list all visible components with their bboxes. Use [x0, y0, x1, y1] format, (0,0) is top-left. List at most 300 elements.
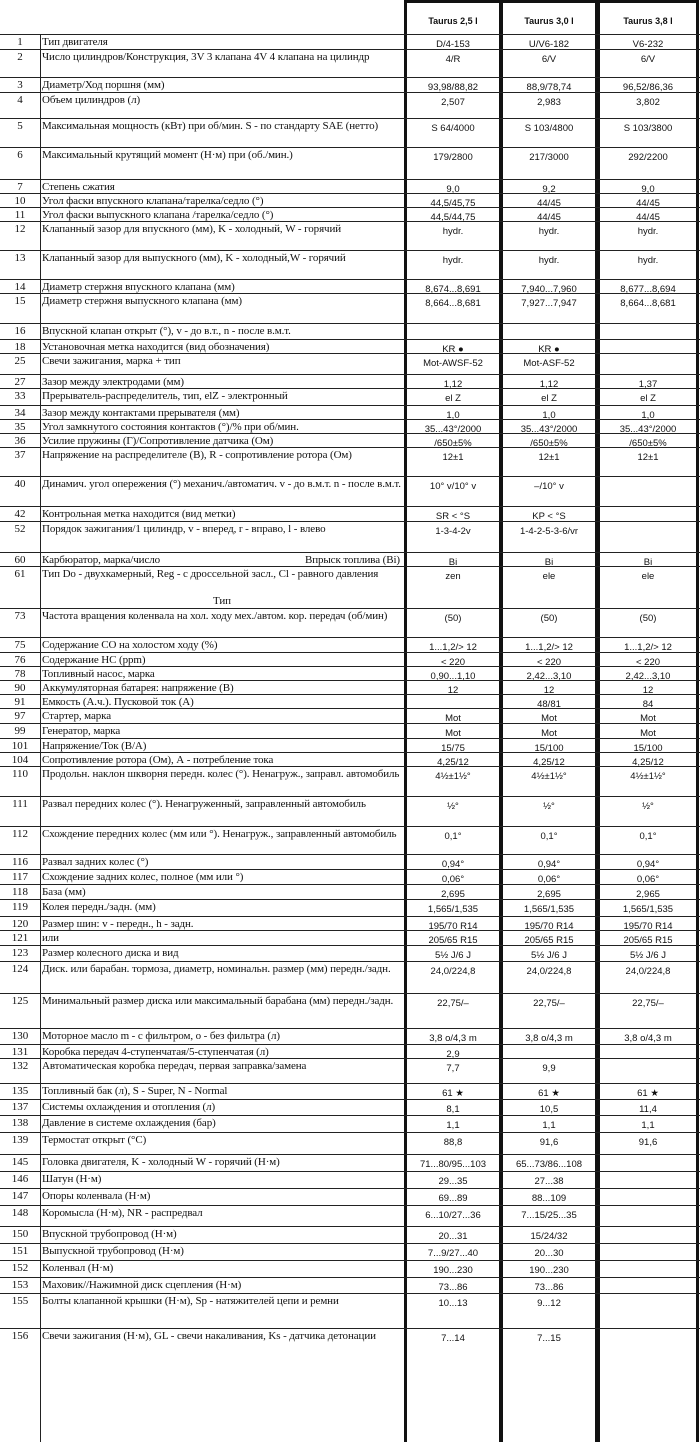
value-cell-1: 2,507: [441, 97, 465, 108]
value-cell-2: Mot: [541, 713, 557, 724]
value-cell-2: 4,25/12: [533, 757, 565, 768]
value-cell-3: [602, 324, 694, 339]
value-cell-2: 73...86: [534, 1282, 564, 1293]
parameter-label: Минимальный размер диска или максимальный барабана (мм) передн./задн.: [42, 995, 394, 1007]
value-cell-3: 22,75/–: [632, 998, 664, 1009]
parameter-label: Свечи зажигания, марка + тип: [42, 355, 181, 367]
table-row: [0, 552, 700, 566]
row-number: 145: [11, 1156, 29, 1168]
row-number: 137: [11, 1101, 29, 1113]
value-cell-2: 0,06°: [537, 874, 561, 885]
row-number: 3: [17, 79, 23, 91]
value-cell-3: 2,965: [636, 889, 660, 900]
value-cell-2: Mot-ASF-52: [523, 358, 575, 369]
value-cell-2: 1,0: [542, 410, 556, 421]
parameter-label: Головка двигателя, K - холодный W - горячий (Н·м): [42, 1156, 280, 1168]
value-cell-1: KR ●: [442, 344, 464, 355]
table-row: [0, 521, 700, 552]
value-cell-2: 0,94°: [537, 859, 561, 870]
value-cell-2: 1-4-2-5-3-6/vr: [519, 526, 579, 537]
value-cell-1: 0,90...1,10: [430, 671, 476, 682]
value-cell-1: 12±1: [442, 452, 464, 463]
value-cell-1: 5½ J/6 J: [435, 950, 471, 961]
value-cell-2: 7,940...7,960: [521, 284, 577, 295]
table-row: [0, 708, 700, 723]
value-cell-1: 179/2800: [433, 152, 473, 163]
value-cell-1: Mot: [445, 713, 461, 724]
row-number: 148: [11, 1207, 29, 1219]
table-row: [0, 118, 700, 147]
value-cell-1: < 220: [440, 657, 466, 668]
value-cell-3: (50): [639, 613, 657, 624]
table-row: [0, 1277, 700, 1293]
row-number: 104: [11, 754, 29, 766]
row-number: 132: [11, 1060, 29, 1072]
value-cell-2: 9,2: [542, 184, 556, 195]
value-cell-3: 84: [642, 699, 654, 710]
row-number: 33: [14, 390, 26, 402]
table-row: [0, 1293, 700, 1328]
value-cell-3: [602, 477, 694, 506]
table-row: [0, 1028, 700, 1044]
row-number: 125: [11, 995, 29, 1007]
table-row: [0, 1188, 700, 1205]
value-cell-3: 12: [642, 685, 654, 696]
value-cell-3: 44/45: [636, 198, 660, 209]
value-cell-1: zen: [445, 571, 461, 582]
value-cell-1: 4,25/12: [437, 757, 469, 768]
parameter-label: Степень сжатия: [42, 181, 115, 193]
parameter-label: Установочная метка находится (вид обозначения): [42, 341, 270, 353]
value-cell-3: Bi: [643, 557, 653, 568]
row-number: 156: [11, 1330, 29, 1342]
row-number: 35: [14, 421, 26, 433]
value-cell-3: 96,52/86,36: [622, 82, 674, 93]
parameter-label: Напряжение на распределителе (В), R - сопротивление ротора (Ом): [42, 449, 352, 461]
value-cell-2: 9,9: [542, 1063, 556, 1074]
table-row: [0, 49, 700, 77]
table-row: [0, 353, 700, 374]
table-row: [0, 179, 700, 193]
table-row: [0, 993, 700, 1028]
value-cell-3: 195/70 R14: [623, 921, 673, 932]
table-row: [0, 1099, 700, 1115]
parameter-label: Автоматическая коробка передач, первая заправка/замена: [42, 1060, 307, 1072]
parameter-label: Диаметр/Ход поршня (мм): [42, 79, 165, 91]
parameter-label: Системы охлаждения и отопления (л): [42, 1101, 216, 1113]
table-row: [0, 1083, 700, 1099]
value-cell-2: hydr.: [538, 255, 560, 266]
value-cell-3: [602, 1261, 694, 1277]
parameter-label: Диаметр стержня впускного клапана (мм): [42, 281, 235, 293]
parameter-label: Развал задних колес (°): [42, 856, 149, 868]
value-cell-1: 15/75: [441, 743, 465, 754]
value-cell-1: 44,5/45,75: [430, 198, 476, 209]
value-cell-3: ele: [641, 571, 655, 582]
value-cell-1: 0,06°: [441, 874, 465, 885]
table-row: [0, 680, 700, 694]
value-cell-3: 24,0/224,8: [625, 966, 671, 977]
value-cell-3: 0,94°: [636, 859, 660, 870]
row-number: 76: [14, 654, 26, 666]
value-cell-1: 24,0/224,8: [430, 966, 476, 977]
row-number: 90: [14, 682, 26, 694]
value-cell-3: [602, 1294, 694, 1328]
value-cell-3: 8,664...8,681: [620, 298, 676, 309]
table-row: [0, 869, 700, 884]
value-cell-1: 1,0: [446, 410, 460, 421]
table-row: [0, 1132, 700, 1154]
value-cell-1: D/4-153: [436, 39, 470, 50]
row-number: 97: [14, 710, 26, 722]
table-row: [0, 899, 700, 916]
value-cell-3: < 220: [635, 657, 661, 668]
value-cell-2: KP < °S: [532, 511, 566, 522]
value-cell-3: [602, 354, 694, 374]
parameter-label: Усилие пружины (Г)/Сопротивление датчика (Ом): [42, 435, 274, 447]
value-cell-3: 1...1,2/> 12: [624, 642, 672, 653]
value-cell-2: el Z: [541, 393, 557, 404]
row-number: 4: [17, 94, 23, 106]
value-cell-2: (50): [540, 613, 558, 624]
value-cell-3: [602, 507, 694, 521]
table-row: [0, 566, 700, 608]
row-number: 135: [11, 1085, 29, 1097]
parameter-extra-label: Впрыск топлива (Bi): [304, 554, 400, 566]
column-header-3: Taurus 3,8 l: [623, 16, 673, 26]
value-cell-3: 8,677...8,694: [620, 284, 676, 295]
value-cell-1: 195/70 R14: [428, 921, 478, 932]
value-cell-1: 71...80/95...103: [419, 1159, 487, 1170]
row-number: 78: [14, 668, 26, 680]
value-cell-2: 7,927...7,947: [521, 298, 577, 309]
value-cell-3: 5½ J/6 J: [630, 950, 666, 961]
value-cell-3: S 103/3800: [623, 123, 673, 134]
parameter-label: Максимальный крутящий момент (Н·м) при (об./мин.): [42, 149, 293, 161]
row-number: 61: [14, 568, 26, 580]
parameter-label: Объем цилиндров (л): [42, 94, 141, 106]
value-cell-1: Mot: [445, 728, 461, 739]
value-cell-3: hydr.: [637, 255, 659, 266]
value-cell-2: /650±5%: [530, 438, 568, 449]
value-cell-1: el Z: [445, 393, 461, 404]
row-number: 34: [14, 407, 26, 419]
value-cell-3: 35...43°/2000: [619, 424, 677, 435]
table-row: [0, 339, 700, 353]
value-cell-1: hydr.: [442, 226, 464, 237]
row-number: 150: [11, 1228, 29, 1240]
value-cell-2: hydr.: [538, 226, 560, 237]
value-cell-1: 8,664...8,681: [425, 298, 481, 309]
value-cell-2: 1,12: [539, 379, 559, 390]
row-number: 52: [14, 523, 26, 535]
value-cell-2: 22,75/–: [533, 998, 565, 1009]
value-cell-3: 91,6: [638, 1137, 658, 1148]
parameter-label: Впускной трубопровод (Н·м): [42, 1228, 177, 1240]
row-number: 12: [14, 223, 26, 235]
value-cell-1: 1,12: [443, 379, 463, 390]
value-cell-3: 9,0: [641, 184, 655, 195]
table-row: [0, 1328, 700, 1359]
parameter-label: Продольн. наклон шкворня передн. колес (°). Ненагруж., заправл. автомобиль: [42, 768, 400, 780]
value-cell-2: 12: [543, 685, 555, 696]
row-number: 13: [14, 252, 26, 264]
row-number: 130: [11, 1030, 29, 1042]
value-cell-1: Mot-AWSF-52: [423, 358, 483, 369]
table-row: [0, 1205, 700, 1226]
value-cell-3: 44/45: [636, 212, 660, 223]
value-cell-3: 15/100: [633, 743, 663, 754]
value-cell-3: Mot: [640, 713, 656, 724]
value-cell-3: [602, 1227, 694, 1243]
value-cell-2: 9...12: [537, 1298, 561, 1309]
row-number: 10: [14, 195, 26, 207]
value-cell-3: /650±5%: [629, 438, 667, 449]
value-cell-2: 3,8 o/4,3 m: [525, 1033, 573, 1044]
parameter-label: Впускной клапан открыт (°), v - до в.т., n - после в.м.т.: [42, 325, 291, 337]
row-number: 131: [11, 1046, 29, 1058]
value-cell-1: 1-3-4-2v: [435, 526, 471, 537]
value-cell-3: ½°: [642, 801, 654, 812]
row-number: 15: [14, 295, 26, 307]
value-cell-3: 0,06°: [636, 874, 660, 885]
value-cell-3: 12±1: [637, 452, 659, 463]
row-number: 25: [14, 355, 26, 367]
value-cell-3: 0,1°: [639, 831, 657, 842]
row-number: 112: [11, 828, 29, 840]
table-row: [0, 916, 700, 930]
value-cell-3: [602, 1172, 694, 1188]
value-cell-2: 205/65 R15: [524, 935, 574, 946]
value-cell-1: hydr.: [442, 255, 464, 266]
value-cell-3: [602, 1045, 694, 1058]
table-row: [0, 207, 700, 221]
value-cell-3: 6/V: [640, 54, 656, 65]
parameter-label: Опоры коленвала (Н·м): [42, 1190, 151, 1202]
value-cell-1: 1,1: [446, 1120, 460, 1131]
parameter-label: Диаметр стержня выпускного клапана (мм): [42, 295, 242, 307]
value-cell-3: V6-232: [632, 39, 664, 50]
row-number: 147: [11, 1190, 29, 1202]
value-cell-2: 91,6: [539, 1137, 559, 1148]
parameter-label: Топливный бак (л), S - Super, N - Normal: [42, 1085, 228, 1097]
table-row: [0, 476, 700, 506]
row-number: 42: [14, 508, 26, 520]
row-number: 27: [14, 376, 26, 388]
row-number: 146: [11, 1173, 29, 1185]
value-cell-2: 1,565/1,535: [523, 904, 575, 915]
value-cell-3: 1,37: [638, 379, 658, 390]
row-number: 118: [11, 886, 29, 898]
value-cell-2: 10,5: [539, 1104, 559, 1115]
table-row: [0, 854, 700, 869]
value-cell-1: 2,9: [446, 1049, 460, 1060]
parameter-label: Выпускной трубопровод (Н·м): [42, 1245, 184, 1257]
row-number: 120: [11, 918, 29, 930]
value-cell-3: 1,1: [641, 1120, 655, 1131]
value-cell-2: [505, 1045, 593, 1058]
row-number: 16: [14, 325, 26, 337]
parameter-label: Топливный насос, марка: [42, 668, 155, 680]
value-cell-2: 2,695: [537, 889, 561, 900]
value-cell-1: 12: [447, 685, 459, 696]
table-row: [0, 447, 700, 476]
value-cell-2: [505, 324, 593, 339]
parameter-label: Тип двигателя: [42, 36, 108, 48]
row-number: 11: [14, 209, 26, 221]
value-cell-2: 35...43°/2000: [520, 424, 578, 435]
table-row: [0, 92, 700, 118]
value-cell-2: 5½ J/6 J: [531, 950, 567, 961]
value-cell-2: U/V6-182: [528, 39, 570, 50]
row-number: 36: [14, 435, 26, 447]
value-cell-2: KR ●: [538, 344, 560, 355]
row-number: 155: [11, 1295, 29, 1307]
parameter-label: Коленвал (Н·м): [42, 1262, 114, 1274]
table-row: [0, 1044, 700, 1058]
table-row: [0, 279, 700, 293]
table-row: [0, 374, 700, 388]
parameter-label: Зазор между контактами прерывателя (мм): [42, 407, 240, 419]
parameter-label: Контрольная метка находится (вид метки): [42, 508, 236, 520]
value-cell-1: 7...9/27...40: [427, 1248, 479, 1259]
row-number: 40: [14, 478, 26, 490]
parameter-label: или: [42, 932, 59, 944]
value-cell-1: 2,695: [441, 889, 465, 900]
parameter-label: Угол замкнутого состояния контактов (°)/% при об/мин.: [42, 421, 299, 433]
value-cell-3: Mot: [640, 728, 656, 739]
value-cell-3: 1,0: [641, 410, 655, 421]
table-row: [0, 652, 700, 666]
value-cell-2: 88...109: [531, 1193, 567, 1204]
column-header-2: Taurus 3,0 l: [524, 16, 574, 26]
parameter-label: Аккумуляторная батарея: напряжение (В): [42, 682, 234, 694]
value-cell-2: 44/45: [537, 198, 561, 209]
parameter-label: Клапанный зазор для выпускного (мм), K - холодный,W - горячий: [42, 252, 346, 264]
parameter-label: Угол фаски выпускного клапана /тарелка/седло (°): [42, 209, 274, 221]
table-row: [0, 945, 700, 961]
value-cell-2: 15/100: [534, 743, 564, 754]
value-cell-1: 1...1,2/> 12: [429, 642, 477, 653]
value-cell-2: 44/45: [537, 212, 561, 223]
parameter-label: Коромысла (Н·м), NR - распредвал: [42, 1207, 203, 1219]
parameter-label: Карбюратор, марка/число: [42, 554, 161, 566]
value-cell-2: ele: [542, 571, 556, 582]
table-row: [0, 637, 700, 652]
table-row: [0, 293, 700, 323]
table-row: [0, 1058, 700, 1083]
value-cell-1: SR < °S: [435, 511, 471, 522]
value-cell-1: 93,98/88,82: [427, 82, 479, 93]
value-cell-1: [410, 324, 496, 339]
parameter-label: Свечи зажигания (Н·м), GL - свечи накаливания, Ks - датчика детонации: [42, 1330, 376, 1342]
value-cell-1: 8,1: [446, 1104, 460, 1115]
parameter-sub-label: Тип: [213, 595, 231, 607]
value-cell-2: Bi: [544, 557, 554, 568]
value-cell-2: 1...1,2/> 12: [525, 642, 573, 653]
value-cell-2: 20...30: [534, 1248, 564, 1259]
value-cell-1: 44,5/44,75: [430, 212, 476, 223]
value-cell-3: 61 ★: [637, 1088, 659, 1099]
table-row: [0, 1260, 700, 1277]
value-cell-1: 61 ★: [442, 1088, 464, 1099]
parameter-label: Клапанный зазор для впускного (мм), K - холодный, W - горячий: [42, 223, 342, 235]
value-cell-2: 24,0/224,8: [526, 966, 572, 977]
parameter-label: База (мм): [42, 886, 86, 898]
parameter-label: Сопротивление ротора (Ом), А - потребление тока: [42, 754, 274, 766]
value-cell-1: 9,0: [446, 184, 460, 195]
parameter-label: Содержание CO на холостом ходу (%): [42, 639, 218, 651]
row-number: 121: [11, 932, 29, 944]
value-cell-2: 12±1: [538, 452, 560, 463]
row-number: 153: [11, 1279, 29, 1291]
table-row: [0, 738, 700, 752]
parameter-label: Напряжение/Ток (В/А): [42, 740, 147, 752]
parameter-label: Шатун (Н·м): [42, 1173, 102, 1185]
row-number: 110: [11, 768, 29, 780]
table-row: [0, 193, 700, 207]
value-cell-2: 7...15: [537, 1333, 561, 1344]
value-cell-2: –/10° v: [534, 481, 564, 492]
table-row: [0, 961, 700, 993]
row-number: 60: [14, 554, 26, 566]
value-cell-2: S 103/4800: [524, 123, 574, 134]
table-row: [0, 796, 700, 826]
table-row: [0, 388, 700, 405]
row-number: 1: [17, 36, 23, 48]
row-number: 124: [11, 963, 29, 975]
row-number: 5: [17, 120, 23, 132]
value-cell-1: S 64/4000: [431, 123, 475, 134]
value-cell-2: 7...15/25...35: [521, 1210, 577, 1221]
value-cell-1: 10...13: [438, 1298, 468, 1309]
value-cell-2: 217/3000: [529, 152, 569, 163]
parameter-label: Коробка передач 4-ступенчатая/5-ступенчатая (л): [42, 1046, 269, 1058]
value-cell-1: 88,8: [443, 1137, 463, 1148]
value-cell-2: 190...230: [529, 1265, 569, 1276]
value-cell-2: 195/70 R14: [524, 921, 574, 932]
value-cell-2: 48/81: [537, 699, 561, 710]
value-cell-2: 2,42...3,10: [526, 671, 572, 682]
value-cell-1: 7...14: [441, 1333, 465, 1344]
parameter-label: Диск. или барабан. тормоза, диаметр, номинальн. размер (мм) передн./задн.: [42, 963, 391, 975]
value-cell-3: 11,4: [639, 1104, 657, 1115]
table-row: [0, 1171, 700, 1188]
value-cell-3: hydr.: [637, 226, 659, 237]
row-number: 117: [11, 871, 29, 883]
value-cell-1: 6...10/27...36: [425, 1210, 481, 1221]
parameter-label: Размер колесного диска и вид: [42, 947, 179, 959]
row-number: 116: [11, 856, 29, 868]
value-cell-2: < 220: [536, 657, 562, 668]
value-cell-1: 35...43°/2000: [424, 424, 482, 435]
value-cell-1: 1,565/1,535: [427, 904, 479, 915]
row-number: 73: [14, 610, 26, 622]
value-cell-3: 4,25/12: [632, 757, 664, 768]
value-cell-1: 3,8 o/4,3 m: [429, 1033, 477, 1044]
value-cell-2: 2,983: [537, 97, 561, 108]
value-cell-3: [602, 1278, 694, 1293]
row-number: 151: [11, 1245, 29, 1257]
value-cell-1: 29...35: [438, 1176, 468, 1187]
parameter-label: Прерыватель-распределитель, тип, elZ - электронный: [42, 390, 288, 402]
table-row: [0, 433, 700, 447]
value-cell-2: 1,1: [542, 1120, 556, 1131]
value-cell-1: 10° v/10° v: [429, 481, 477, 492]
table-row: [0, 826, 700, 854]
row-number: 152: [11, 1262, 29, 1274]
value-cell-1: 0,94°: [441, 859, 465, 870]
